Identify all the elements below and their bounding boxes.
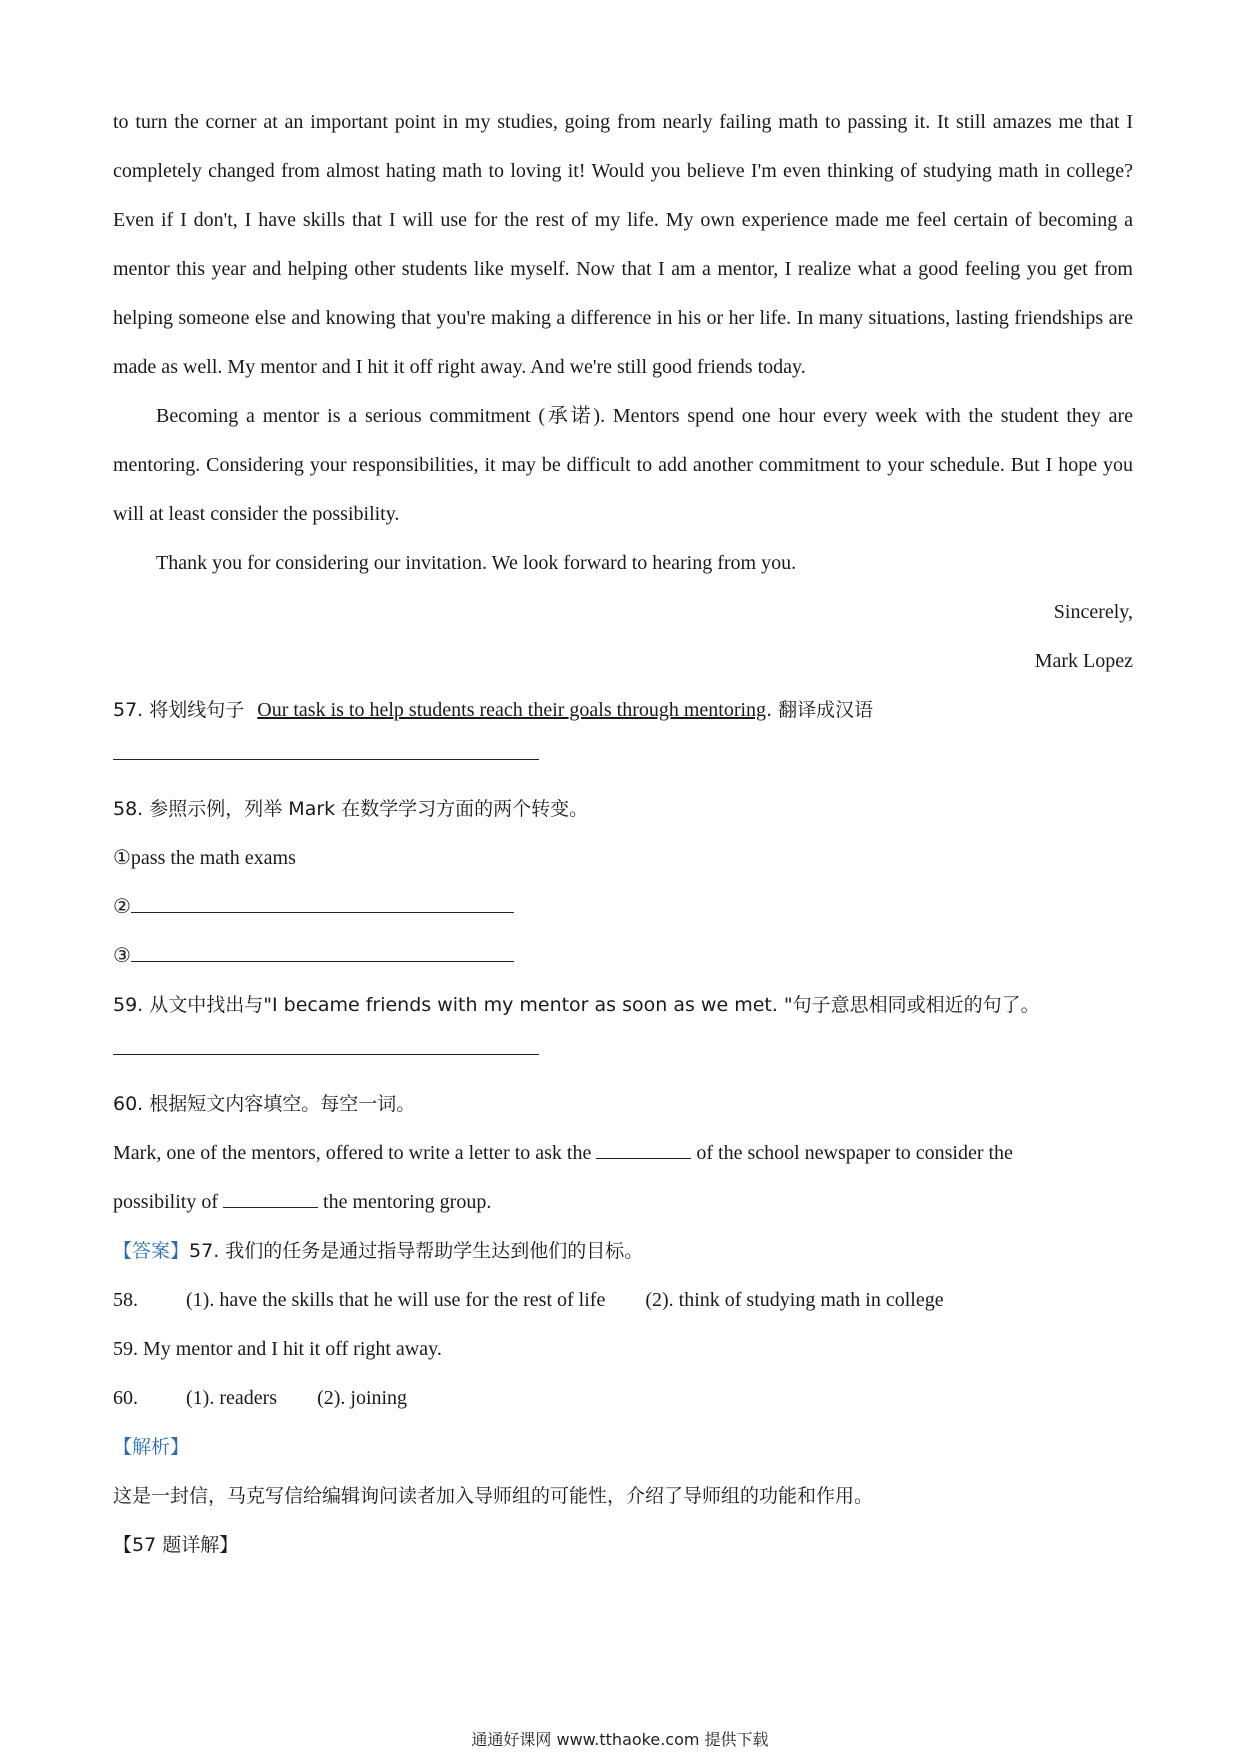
q57-suffix: . 翻译成汉语 bbox=[766, 699, 874, 721]
answer-57-text: 57. 我们的任务是通过指导帮助学生达到他们的目标。 bbox=[189, 1240, 644, 1262]
answer-tag: 【答案】 bbox=[113, 1240, 190, 1262]
page-footer: 通通好课网 www.tthaoke.com 提供下载 bbox=[471, 1730, 769, 1749]
analysis-text: 这是一封信，马克写信给编辑询问读者加入导师组的可能性，介绍了导师组的功能和作用。 bbox=[113, 1485, 874, 1507]
answer-line-58-2[interactable] bbox=[131, 894, 514, 913]
document-content bbox=[113, 98, 1133, 1570]
answer-59: 59. My mentor and I hit it off right away. bbox=[113, 1338, 442, 1360]
answer-line-58-3[interactable] bbox=[131, 943, 514, 962]
answer-line-59[interactable] bbox=[113, 1030, 539, 1055]
answer-60-item-2: (2). joining bbox=[317, 1387, 408, 1409]
analysis-heading bbox=[113, 1423, 1133, 1472]
q58-example: ①pass the math exams bbox=[113, 847, 296, 869]
passage-paragraph-1: to turn the corner at an important point in my studies, going from nearly failing math to passing it. It still amazes me that I completely changed from almost hating math to loving it! Would you believe I'm even thinking of studying math in college? Even if I don't, I have skills that I will use for the rest of my life. My own experience made me feel certain of becoming a mentor this year and helping other students like myself. Now that I am a mentor, I realize what a good feeling you get from helping someone else and knowing that you're making a difference in his or her life. In many situations, lasting friendships are made as well. My mentor and I hit it off right away. And we're still good friends today. bbox=[113, 111, 1133, 378]
q60-line-1 bbox=[113, 1129, 1133, 1178]
q57-underlined-sentence: Our task is to help students reach their goals through mentoring bbox=[257, 699, 767, 721]
answer-60-num: 60. bbox=[113, 1387, 138, 1409]
answer-58 bbox=[113, 1276, 1133, 1325]
question-57 bbox=[113, 686, 1133, 735]
q60-part-1: Mark, one of the mentors, offered to write a letter to ask the bbox=[113, 1142, 592, 1164]
question-60: 60. 根据短文内容填空。每空一词。 bbox=[113, 1093, 416, 1115]
answer-58-num: 58. bbox=[113, 1289, 138, 1311]
answer-blank-60-2[interactable] bbox=[223, 1189, 318, 1208]
answer-60-item-1: (1). readers bbox=[186, 1387, 278, 1409]
q60-line-2 bbox=[113, 1178, 1133, 1227]
analysis-tag: 【解析】 bbox=[113, 1436, 190, 1458]
question-58: 58. 参照示例，列举 Mark 在数学学习方面的两个转变。 bbox=[113, 798, 589, 820]
letter-closing: Sincerely, bbox=[1053, 601, 1133, 623]
q58-item-2 bbox=[113, 883, 1133, 932]
passage-paragraph-3: Thank you for considering our invitation. We look forward to hearing from you. bbox=[156, 552, 797, 574]
question-59: 59. 从文中找出与"I became friends with my mentor as soon as we met. "句子意思相同或相近的句了。 bbox=[113, 994, 1040, 1016]
q60-part-2: of the school newspaper to consider the bbox=[696, 1142, 1013, 1164]
answer-57 bbox=[113, 1227, 1133, 1276]
answer-58-item-1: (1). have the skills that he will use for the rest of life bbox=[186, 1289, 606, 1311]
answer-blank-60-1[interactable] bbox=[596, 1140, 691, 1159]
answer-line-57[interactable] bbox=[113, 735, 539, 760]
letter-signature: Mark Lopez bbox=[1034, 650, 1133, 672]
q58-mark-3: ③ bbox=[113, 945, 131, 967]
q58-item-3 bbox=[113, 932, 1133, 981]
q57-prefix: 57. 将划线句子 bbox=[113, 699, 245, 721]
passage-paragraph-2: Becoming a mentor is a serious commitment (承诺). Mentors spend one hour every week with the student they are mentoring. Considering your responsibilities, it may be difficult to add another commitment to your schedule. But I hope you will at least consider the possibility. bbox=[113, 405, 1133, 525]
q60-part-4: the mentoring group. bbox=[323, 1191, 492, 1213]
answer-60 bbox=[113, 1374, 1133, 1423]
q58-mark-2: ② bbox=[113, 896, 131, 918]
answer-58-item-2: (2). think of studying math in college bbox=[645, 1289, 944, 1311]
detail-57-heading: 【57 题详解】 bbox=[113, 1534, 239, 1556]
q60-part-3: possibility of bbox=[113, 1191, 219, 1213]
